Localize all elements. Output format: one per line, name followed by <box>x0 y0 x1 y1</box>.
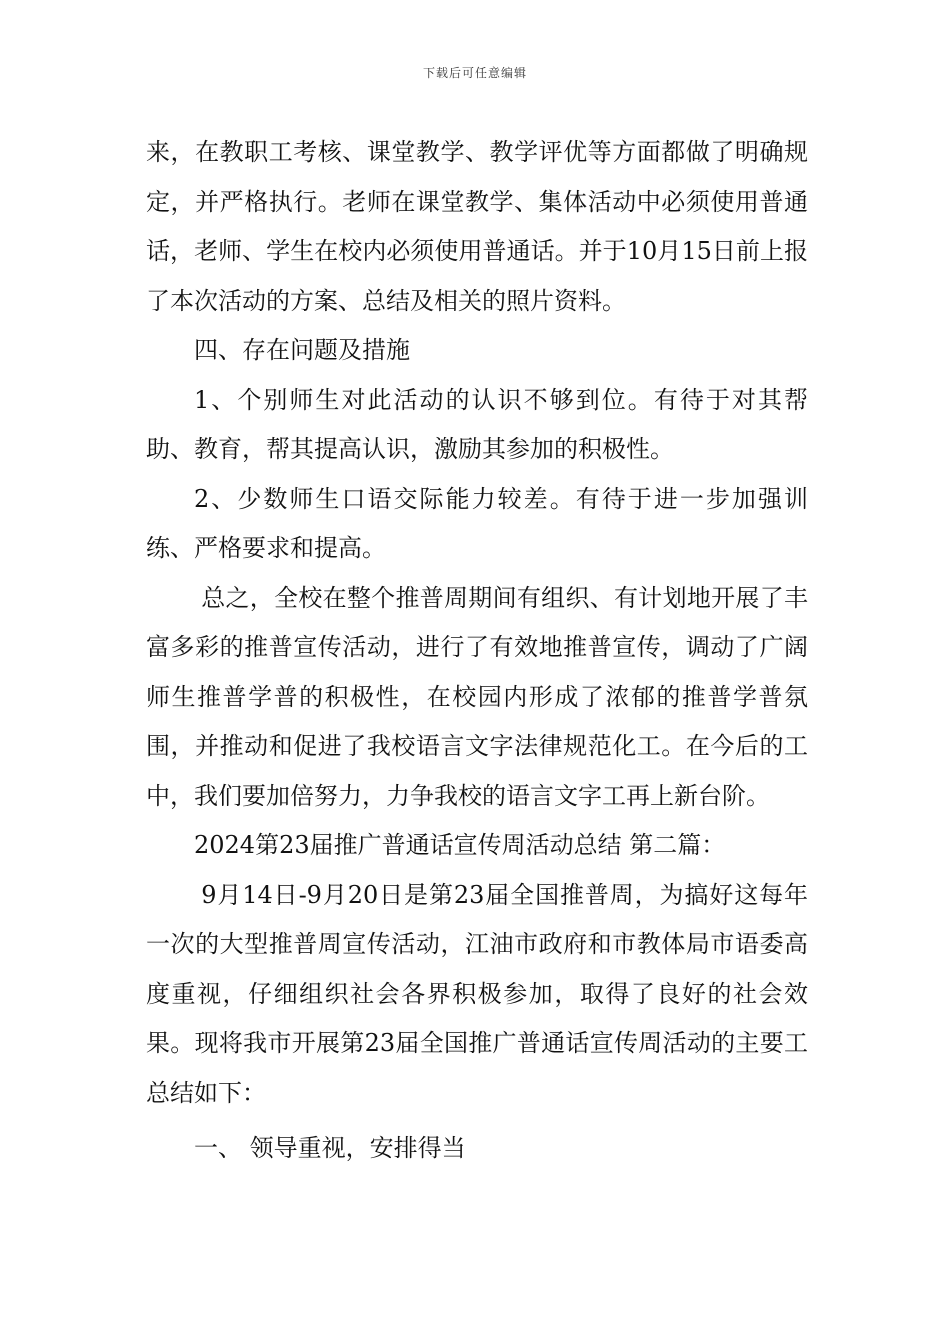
body-text <box>146 128 808 1174</box>
paragraph-continuation: 来，在教职工考核、课堂教学、教学评优等方面都做了明确规定，并严格执行。老师在课堂教学、集体活动中必须使用普通话，老师、学生在校内必须使用普通话。并于10月15日前上报了本次活动的方案、总结及相关的照片资料。 <box>146 138 808 315</box>
paragraph-problem-1: 1、个别师生对此活动的认识不够到位。有待于对其帮助、教育，帮其提高认识，激励其参加的积极性。 <box>146 385 808 463</box>
section-heading-leadership: 一、 领导重视，安排得当 <box>194 1134 466 1162</box>
article-title-part-two: 2024第23届推广普通话宣传周活动总结 第二篇： <box>194 831 726 859</box>
section-heading-problems: 四、存在问题及措施 <box>194 336 410 364</box>
paragraph-summary: 总之，全校在整个推普周期间有组织、有计划地开展了丰富多彩的推普宣传活动，进行了有效地推普宣传，调动了广阔师生推普学普的积极性，在校园内形成了浓郁的推普学普氛围，并推动和促进了我校语言文字法律规范化工。在今后的工中，我们要加倍努力，力争我校的语言文字工再上新台阶。 <box>146 583 808 810</box>
paragraph-intro-part-two: 9月14日-9月20日是第23届全国推普周，为搞好这每年一次的大型推普周宣传活动，江油市政府和市教体局市语委高度重视，仔细组织社会各界积极参加，取得了良好的社会效果。现将我市开展第23届全国推广普通话宣传周活动的主要工总结如下： <box>146 880 808 1107</box>
header-note: 下载后可任意编辑 <box>422 66 527 80</box>
paragraph-problem-2: 2、少数师生口语交际能力较差。有待于进一步加强训练、严格要求和提高。 <box>146 484 808 562</box>
